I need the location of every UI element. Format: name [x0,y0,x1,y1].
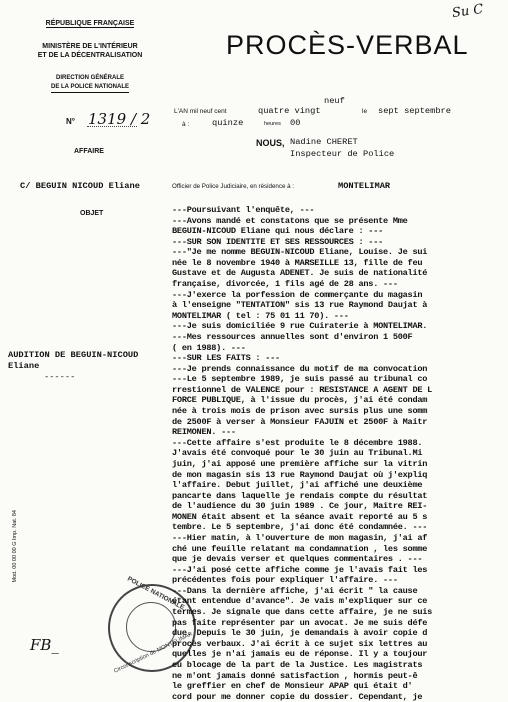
statement-line: ---Je suis domiciliée 9 rue Cuiraterie à MONTELIMAR. [172,321,428,332]
objet-line1: AUDITION DE BEGUIN-NICOUD [8,350,139,360]
statement-line: née à trois mois de prison avec sursis plus une somm [172,406,428,417]
statement-line: procès verbaux. J'ai écrit à ce sujet six lettres au [172,638,428,649]
number-value: 1319 / 2 [88,110,151,128]
statement-line: tembre. Le 5 septembre, j'ai donc été condamnée. --- [172,522,428,533]
statement-line: l'affaire. Debut juillet, j'ai affiché une deuxième [172,480,423,491]
signature: FB_ [30,636,59,654]
statement-line: rrestionnel de VALENCE pour : RESISTANCE A AGENT DE L [172,384,433,395]
year-prefix: L'AN mil neuf cent [174,108,227,115]
corner-mark: Su C [451,1,485,22]
minutes-value: 00 [290,118,301,128]
statement-line: MONEN était absent et la séance avait reporté au 5 s [172,511,428,522]
hour-value: quinze [212,118,244,128]
statement-line: à l'enseigne "TENTATION" sis 13 rue Raymond Daujat à [172,300,428,311]
statement-line: ---Je prends connaissance du motif de ma convocation [172,363,428,374]
statement-line: REIMONEN. --- [172,427,236,438]
a-label: à : [182,121,190,128]
statement-line: étant entendue d'avance". Je vais m'expliquer sur ce [172,596,428,607]
statement-line: ché une feuille relatant ma condamnation , les somme [172,543,428,554]
heures-label: heures [264,121,281,127]
officer-residence-label: Officier de Police Judiciaire, en résidence à : [172,183,294,190]
affaire-value: C/ BEGUIN NICOUD Eliane [20,181,140,191]
statement-line: ---"Je me nomme BEGUIN-NICOUD Eliane, Louise. Je sui [172,247,428,258]
form-reference: Mod. 00 00 00 G Imp. Nat. 84 [12,510,18,583]
residence-value: MONTELIMAR [338,181,391,191]
objet-line2: Eliane [8,361,40,371]
number-label: N° [66,117,75,126]
date-value: sept septembre [378,106,451,116]
statement-line: le greffier en chef de Monsieur APAP qui était d' [172,681,413,692]
statement-line: française, divorcée, 1 fils agé de 28 ans. --- [172,279,398,290]
statement-line: ---Poursuivant l'enquête, --- [172,205,315,215]
statement-line: ---SUR LES FAITS : --- [172,353,280,364]
statement-line: de mon magasin sis 13 rue Raymond Daujat où j'expliq [172,469,428,480]
statement-line: ---Cette affaire s'est produite le 8 décembre 1988. [172,437,423,448]
statement-line: ---SUR SON IDENTITE ET SES RESSOURCES : --- [172,236,384,247]
statement-line: J'avais été convoqué pour le 30 juin au Tribunal.Mi [172,448,423,459]
officer-rank: Inspecteur de Police [290,149,395,159]
year-value: quatre vingt [258,106,321,116]
statement-line: ---J'ai posé cette affiche comme je l'avais fait les [172,564,428,575]
statement-line: de 2500F à verser à Monsieur FAJUIN et 2500F à Maitr [172,416,428,427]
objet-dashes: ------ [44,372,76,382]
direction-label: DIRECTION GÉNÉRALE DE LA POLICE NATIONALE [20,74,160,93]
statement-line: termes. Je signale que dans cette affaire, je ne suis [172,607,433,618]
officer-name: Nadine CHERET [290,137,358,147]
statement-line: quelles je n'ai jamais eu de réponse. Il y a toujour [172,649,428,660]
statement-line: eu blocage de la part de la Justice. Les magistrats [172,659,423,670]
affaire-label: AFFAIRE [74,148,104,155]
statement-line: MONTELIMAR ( tel : 75 01 11 70). --- [172,310,349,321]
page-title: PROCÈS-VERBAL [226,30,469,60]
statement-line: FORCE PUBLIQUE, à l'issue du procès, j'ai été condam [172,395,428,406]
statement-line: cord pour me donner copie du dossier. Cependant, je [172,691,423,702]
statement-line: pancarte dans laquelle je rendais compte du résultat [172,490,428,501]
republic-label: RÉPUBLIQUE FRANÇAISE [45,20,135,27]
stamp-bottom-text: Circonscription de MONTELIMAR [113,631,194,675]
statement-line: ---Dans la dernière affiche, j'ai écrit " la cause [172,585,418,596]
statement-line: de l'audience du 30 juin 1989 . Ce jour, Maitre REI- [172,501,428,512]
statement-line: ---Hier matin, à l'ouverture de mon magasin, j'ai af [172,532,428,543]
number-underline [87,126,137,127]
statement-line: précédentes fois pour expliquer l'affaire. --- [172,575,398,586]
statement-line: née le 8 novembre 1940 à MARSEILLE 13, fille de feu [172,257,423,268]
nous-label: NOUS, [256,138,285,148]
statement-line: pas faite représenter par un avocat. Je me suis défe [172,617,428,628]
statement-line: Gustave et de Augusta ADENET. Je suis de nationalité [172,268,428,279]
statement-line: juin, j'ai apposé une première affiche sur la vitrin [172,458,428,469]
statement-line: BEGUIN-NICOUD Eliane qui nous déclare : --- [172,226,384,237]
ministry-label: MINISTÈRE DE L'INTÉRIEUR ET DE LA DÉCENTRALISATION [37,43,143,59]
statement-line: ne m'ont jamais donné satisfaction , hormis peut-ê [172,670,418,681]
statement-line: ---J'exerce la porfession de commerçante du magasin [172,289,423,300]
statement-line: que je devais verser et quelques commentaires . --- [172,554,423,565]
year-neuf: neuf [324,96,345,106]
le-label: le [362,108,368,115]
statement-line: ( en 1988). --- [172,342,246,353]
statement-line: ---Avons mandé et constatons que se présente Mme [172,215,408,226]
objet-label: OBJET [80,210,104,217]
stamp-top-text: POLICE NATIONALE [126,575,186,612]
statement-line: ---Mes ressources annuelles sont d'environ 1 500F [172,331,413,342]
statement-line: ---Le 5 septembre 1989, je suis passé au tribunal co [172,374,428,385]
statement-line: due. Depuis le 30 juin, je demandais à avoir copie d [172,628,428,639]
